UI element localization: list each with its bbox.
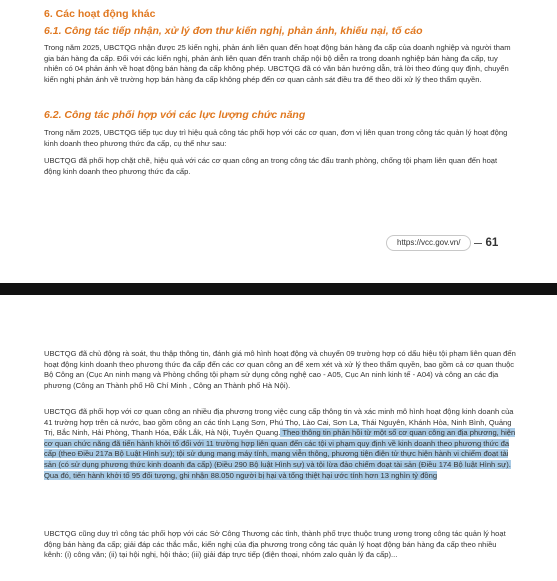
footer-url-link[interactable]: https://vcc.gov.vn/ bbox=[386, 235, 471, 251]
page-separator bbox=[0, 283, 557, 295]
paragraph-6-2-intro: Trong năm 2025, UBCTQG tiếp tục duy trì hiệu quả công tác phối hợp với các cơ quan, đơn vị liên quan trong công tác quản lý hoạt động kinh doanh theo phương thức đa cấp, cụ thể như sau: bbox=[44, 128, 508, 148]
document-page-bottom bbox=[0, 295, 557, 581]
selected-text-highlight[interactable]: Theo thông tin phản hồi từ một số cơ quan công an địa phương, hiện cơ quan chức năng đã tiến hành khởi tố đối với 11 trường hợp liên quan đến các tội vi phạm quy định về kinh doanh theo phương thức đa cấp (theo Điều 217a Bộ Luật Hình sự); tội sử dụng mạng máy tính, mạng viễn thông, phương tiện điện tử thực hiện hành vi chiếm đoạt tài sản (có sử dụng phương thức kinh doanh đa cấp) (Điều 290 Bộ luật Hình sự) và tội lừa đảo chiếm đoạt tài sản (Điều 174 Bộ luật Hình sự). Qua đó, tiến hành khởi tố 95 đối tượng, ghi nhận 88.050 người bị hại và tổng thiệt hại ước tính hơn 13 nghìn tỷ đồng bbox=[44, 428, 516, 480]
paragraph-provincial-coop: UBCTQG cũng duy trì công tác phối hợp với các Sở Công Thương các tỉnh, thành phố trực thuộc trung ương trong công tác quản lý hoạt động bán hàng đa cấp; giải đáp các thắc mắc, kiến nghị của địa phương trong công tác quản lý hoạt động bán hàng đa cấp theo nhiều kênh: (i) công văn; (ii) tại hội nghị, hội thảo; (iii) giải đáp trực tiếp (điện thoại, nhóm zalo quản lý đa cấp)... bbox=[44, 529, 506, 560]
section-title: 6. Các hoạt động khác bbox=[44, 8, 156, 20]
page-footer bbox=[386, 235, 498, 251]
paragraph-cooperation-text: UBCTQG đã phối hợp với cơ quan công an nhiều địa phương trong việc cung cấp thông tin và xác minh mô hình hoạt động kinh doanh của 41 trường hợp trên cả nước, bao gồm công an các tỉnh Lạng Sơn, Phú Thọ, Lào Cai, Sơn La, Thái Nguyên, Khánh Hòa, Ninh Bình, Quảng Trị, Bắc Ninh, Hải Phòng, Thanh Hóa, Đắk Lắk, Hà Nội, Tuyên Quang. bbox=[44, 407, 514, 438]
paragraph-referrals: UBCTQG đã chủ động rà soát, thu thập thông tin, đánh giá mô hình hoạt động và chuyển 09 trường hợp có dấu hiệu tội phạm liên quan đến hoạt động kinh doanh theo phương thức đa cấp đến các cơ quan công an để xem xét và xử lý theo thẩm quyền, bao gồm cả cơ quan thuộc Bộ Công an (Cục An ninh mạng và Phòng chống tội phạm sử dụng công nghệ cao - A05, Cục An ninh kinh tế - A04) và công an các địa phương (Công an Thành phố Hồ Chí Minh , Công an Thành phố Hà Nội). bbox=[44, 349, 516, 390]
paragraph-6-1: Trong năm 2025, UBCTQG nhận được 25 kiến nghị, phản ánh liên quan đến hoạt động bán hàng đa cấp của doanh nghiệp và người tham gia bán hàng đa cấp. Đối với các kiến nghị, phản ánh liên quan đến tranh chấp nội bộ diễn ra trong doanh nghiệp bán hàng đa cấp, tuy nhiên có 04 phản ánh về hoạt động bán hàng đa cấp không phép. UBCTQG đã có văn bản hướng dẫn, trả lời theo đúng quy định, chuyển kiến nghị phản ánh về trường hợp bán hàng đa cấp không phép đến cơ quan cảnh sát điều tra để theo dõi xử lý theo thẩm quyền. bbox=[44, 43, 511, 84]
subsection-title-6-2: 6.2. Công tác phối hợp với các lực lượng chức năng bbox=[44, 109, 306, 121]
page-number: 61 bbox=[485, 237, 499, 249]
document-page-top bbox=[0, 0, 557, 283]
paragraph-cooperation bbox=[44, 407, 516, 481]
subsection-title-6-1: 6.1. Công tác tiếp nhận, xử lý đơn thư kiến nghị, phản ánh, khiếu nại, tố cáo bbox=[44, 25, 423, 37]
footer-divider bbox=[474, 243, 482, 244]
paragraph-6-2-coop: UBCTQG đã phối hợp chặt chẽ, hiệu quả với các cơ quan công an trong công tác đấu tranh phòng, chống tội phạm liên quan đến hoạt động kinh doanh theo phương thức đa cấp. bbox=[44, 156, 498, 176]
